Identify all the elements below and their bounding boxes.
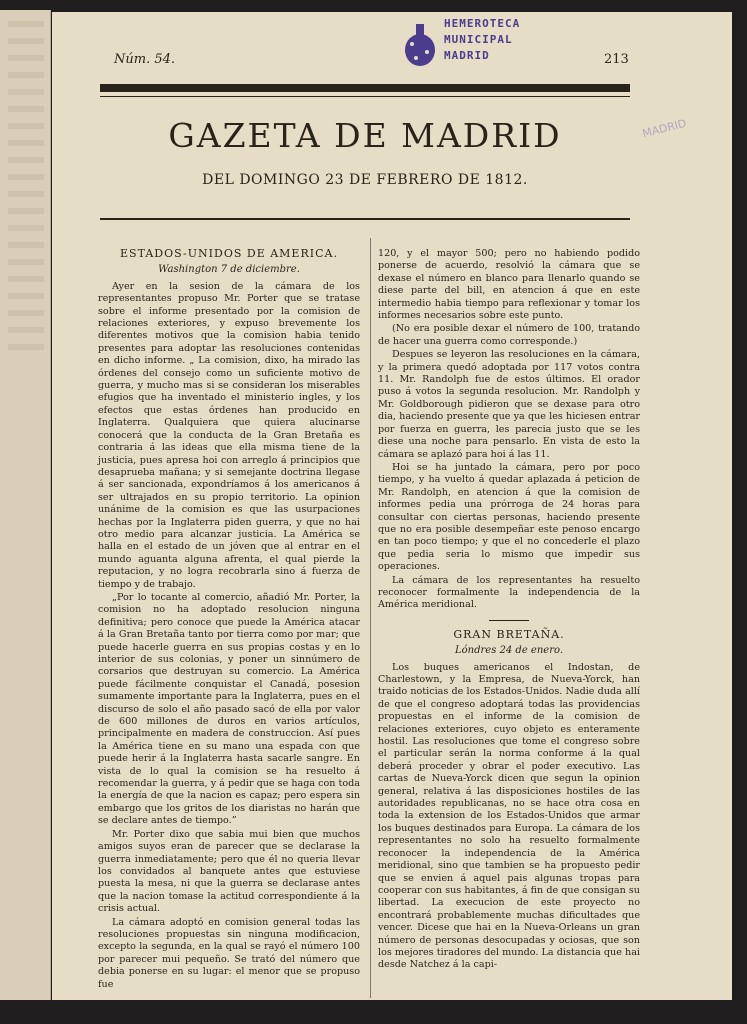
section-separator (489, 620, 529, 621)
library-stamp (402, 16, 552, 86)
article-paragraph: „Por lo tocante al comercio, añadió Mr. Porter, la comision no ha adoptado resolucion ninguna definitiva; pero conoce que puede la América atacar á la Gran Bretaña tanto por tierra como por mar; que puede hacerle guerra en sus propias costas y en lo interior de sus colonias, y poner un sinnúmero de corsarios que destruyan su comercio. La América puede fácilmente conquistar el Canadá, posesion sumamente importante para la Inglaterra, pues en el discurso de solo el año pasado sacó de ella por valor de 600 millones de duros en varios artículos, principalmente en madera de construccion. Así pues la América tiene en su mano una espada con que puede herir á la Inglaterra hasta sacarle sangre. En vista de lo qual la comision se ha resuelto á recomendar la guerra, y á pedir que se haga con toda la energía de que la nacion es capaz; pero espera sin embargo que los gritos de los diaristas no harán que se declare antes de tiempo.” (98, 591, 360, 827)
page-number: 213 (604, 52, 629, 67)
masthead-title: GAZETA DE MADRID (168, 116, 562, 155)
article-paragraph: (No era posible dexar el número de 100, tratando de hacer una guerra como corresponde.) (378, 323, 640, 347)
article-paragraph: 120, y el mayor 500; pero no habiendo podido ponerse de acuerdo, resolvió la cámara que se dexase el número en blanco para llenarlo quando se diese parte del bill, en atencion á que en este intermedio habia tiempo para reflexionar y tomar los informes necesarios sobre este punto. (378, 248, 640, 322)
article-paragraph: Ayer en la sesion de la cámara de los representantes propuso Mr. Porter que se tratase sobre el informe presentado por la comision de relaciones exteriores, y expuso brevemente los diferentes motivos que la comision habia tenido presentes para adoptar las resoluciones contenidas en dicho informe. „ La comision, dixo, ha mirado las órdenes del consejo como un suficiente motivo de guerra, y mucho mas si se consideran los miserables efugios que ha inventado el ministerio ingles, y los efectos que estas órdenes han producido en Inglaterra. Qualquiera que quiera alucinarse conocerá que la conducta de la Gran Bretaña es contraria á las ideas que ella misma tiene de la justicia, pues apresa hoi con arreglo á principios que desaprueba mañana; y si semejante doctrina llegase á ser sancionada, expondríamos á los americanos á ser ultrajados en su propio territorio. La opinion unánime de la comision es que las usurpaciones hechas por la Inglaterra piden guerra, y que no hai otro medio para alcanzar justicia. La América se halla en el estado de un jóven que al entrar en el mundo aguanta alguna afrenta, el qual pierde la reputacion, y no logra recobrarla sino á fuerza de tiempo y de trabajo. (98, 280, 360, 590)
article-paragraph: Mr. Porter dixo que sabia mui bien que muchos amigos suyos eran de parecer que se declarase la guerra inmediatamente; pero que él no queria llevar los convidados al banquete antes que estuviese puesta la mesa, ni que la guerra se declarase antes que la nacion tomase la actitud correspondiente á la crisis actual. (98, 828, 360, 915)
article-paragraph: Los buques americanos el Indostan, de Charlestown, y la Empresa, de Nueva-Yorck, han traido noticias de los Estados-Unidos. Nadie duda allí de que el congreso adoptará todas las providencias propuestas en el informe de la comision de relaciones exteriores, cuyo objeto es enteramente hostil. Las resoluciones que tome el congreso sobre el particular serán la norma conforme á la qual deberá proceder y obrar el poder executivo. Las cartas de Nueva-Yorck dicen que segun la opinion general, relativa á las disposiciones hostiles de las autoridades republicanas, no se hace otra cosa en toda la extension de los Estados-Unidos que armar los buques destinados para Europa. La cámara de los representantes no solo ha resuelto formalmente reconocer la independencia de la América meridional, sino que tambien se ha propuesto pedir que se envien á aquel pais algunas tropas para cooperar con sus habitantes, á fin de que consigan su libertad. La execucion de este proyecto no encontrará probablemente muchas dificultades que vencer. Dicese que hai en la Nueva-Orleans un gran número de personas desocupadas y ociosas, que son los mejores tiradores del mundo. La distancia que hai desde Natchez á la capi- (378, 661, 640, 971)
newspaper-page (52, 12, 732, 1000)
previous-page-edge (0, 10, 51, 1000)
dateline-london: Lóndres 24 de enero. (455, 645, 563, 657)
stamp-line-2: MUNICIPAL (444, 33, 513, 46)
article-paragraph: La cámara adoptó en comision general todas las resoluciones propuestas sin ninguna modificacion, excepto la segunda, en la qual se rayó el número 100 por parecer mui pequeño. Se trató del número que debia ponerse en su lugar: el menor que se propuso fue (98, 916, 360, 990)
column-divider (370, 238, 371, 998)
header-rule-thin (100, 96, 630, 97)
faded-stamp: MADRID (641, 116, 688, 141)
right-column (378, 248, 640, 973)
stamp-line-1: HEMEROTECA (444, 17, 521, 30)
article-paragraph: La cámara de los representantes ha resuelto reconocer formalmente la independencia de la América meridional. (378, 574, 640, 611)
section-title-usa: ESTADOS-UNIDOS DE AMERICA. (120, 247, 338, 260)
article-paragraph: Despues se leyeron las resoluciones en la cámara, y la primera quedó adoptada por 117 votos contra 11. Mr. Randolph fue de estos últimos. El orador puso á votos la segunda resolucion. Mr. Randolph y Mr. Goldborough pidieron que se dexase para otro dia, haciendo presente que ya que les hiciesen entrar por fuerza en guerra, les parecia justo que se les diese una noche para pensarlo. En vista de esto la cámara se aplazó para hoi á las 11. (378, 349, 640, 460)
title-rule (100, 218, 630, 220)
dateline-washington: Washington 7 de diciembre. (158, 264, 300, 276)
issue-number: Núm. 54. (114, 52, 176, 67)
left-column (98, 248, 360, 992)
bear-emblem-icon (402, 22, 438, 70)
section-title-britain: GRAN BRETAÑA. (453, 627, 565, 641)
issue-date: DEL DOMINGO 23 DE FEBRERO DE 1812. (202, 172, 528, 188)
header-rule (100, 84, 630, 92)
stamp-line-3: MADRID (444, 49, 490, 62)
article-paragraph: Hoi se ha juntado la cámara, pero por poco tiempo, y ha vuelto á quedar aplazada á peticion de Mr. Randolph, en atencion á que la comision de informes pedia una prórroga de 24 horas para consultar con ciertas personas, haciendo presente que no era posible desempeñar este penoso encargo en tan poco tiempo; y que el no concederle el plazo que pedia seria lo mismo que impedir sus operaciones. (378, 461, 640, 573)
